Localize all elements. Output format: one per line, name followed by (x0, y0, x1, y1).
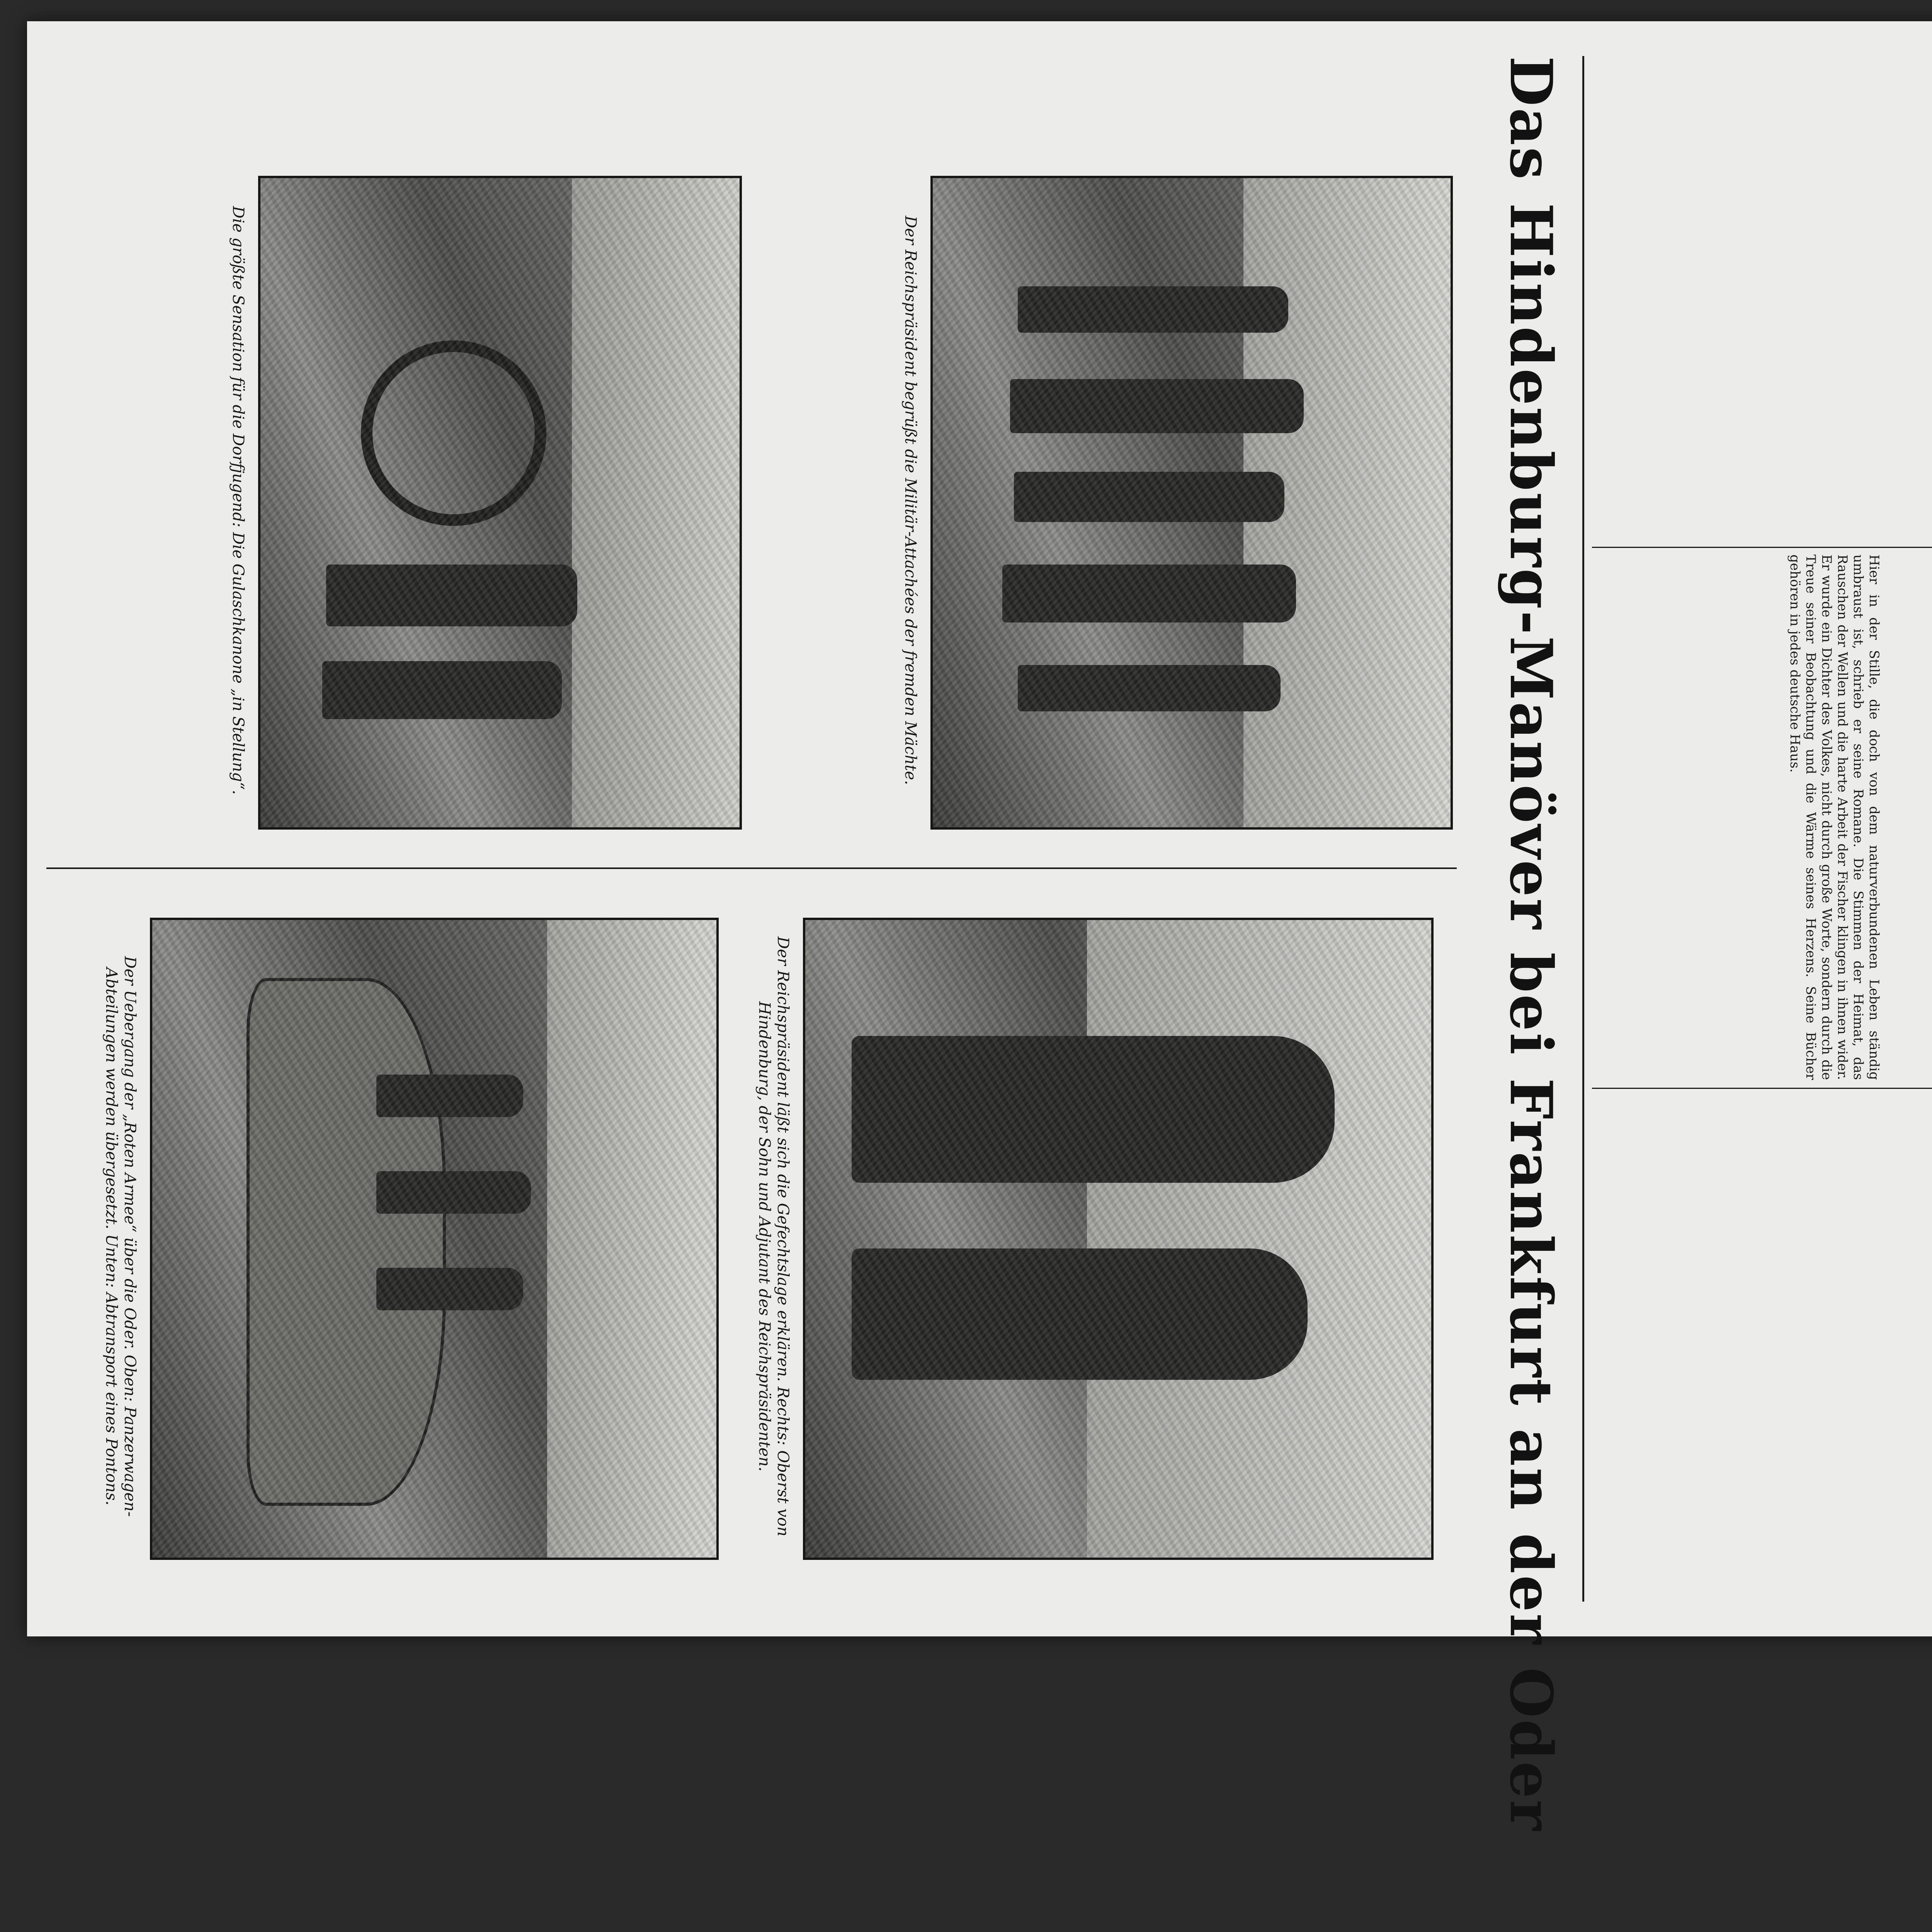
photo-caption-1: Der Reichspräsident begrüßt die Militär-Attachées der fremden Mächte. (901, 216, 919, 785)
photo-divider (46, 867, 1457, 869)
mid-rule (1582, 56, 1584, 1602)
photo-caption-3: Der Reichspräsident läßt sich die Gefechtslage erklären. Rechts: Oberst von Hindenburg, der Sohn und Adjutant des Reichspräsidenten. (755, 936, 792, 1537)
photo-attaches (930, 176, 1453, 830)
vertical-rule-2 (1592, 1088, 1932, 1089)
photo-caption-4: Der Uebergang der „Roten Armee“ über die Oder. Oben: Panzerwagen-Abteilungen werden übergesetzt. Unten: Abtransport eines Pontons. (102, 956, 139, 1517)
letters-text (1634, 1095, 1932, 1598)
photo-grain (152, 920, 716, 1558)
photo-caption-2: Die größte Sensation für die Dorfjugend: Die Gulaschkanone „in Stellung“. (229, 206, 247, 795)
rotated-page-content (102, 21, 1932, 1932)
photo-grain (805, 920, 1431, 1558)
photo-grain (933, 178, 1451, 827)
newspaper-sheet (27, 21, 1932, 1832)
vertical-rule-1 (1592, 547, 1932, 548)
article-text-col-2 (1874, 554, 1932, 1080)
photo-briefing (803, 918, 1434, 1560)
photo-grain (260, 178, 740, 827)
photo-river-crossing (150, 918, 719, 1560)
feature-title: Das Hindenburg-Manöver bei Frankfurt an der Oder (1497, 56, 1565, 1832)
article-text-col-1 (1905, 68, 1932, 539)
article-text-col-3: Hier in der Stille, die doch von dem naturverbundenen Leben ständig umbraust ist, schrieb er seine Romane. Die Stimmen der Heimat, das Rauschen der Wellen und die harte Arbeit der Fischer klingen in ihnen wider. Er wurde ein Dichter des Volkes, nicht durch große Worte, sondern durch die Treue seiner Beobachtung und die Wärme seines Herzens. Seine Bücher gehören in jedes deutsche Haus. (1787, 554, 1882, 1080)
photo-field-kitchen (258, 176, 742, 830)
newspaper-page (27, 21, 1932, 1832)
